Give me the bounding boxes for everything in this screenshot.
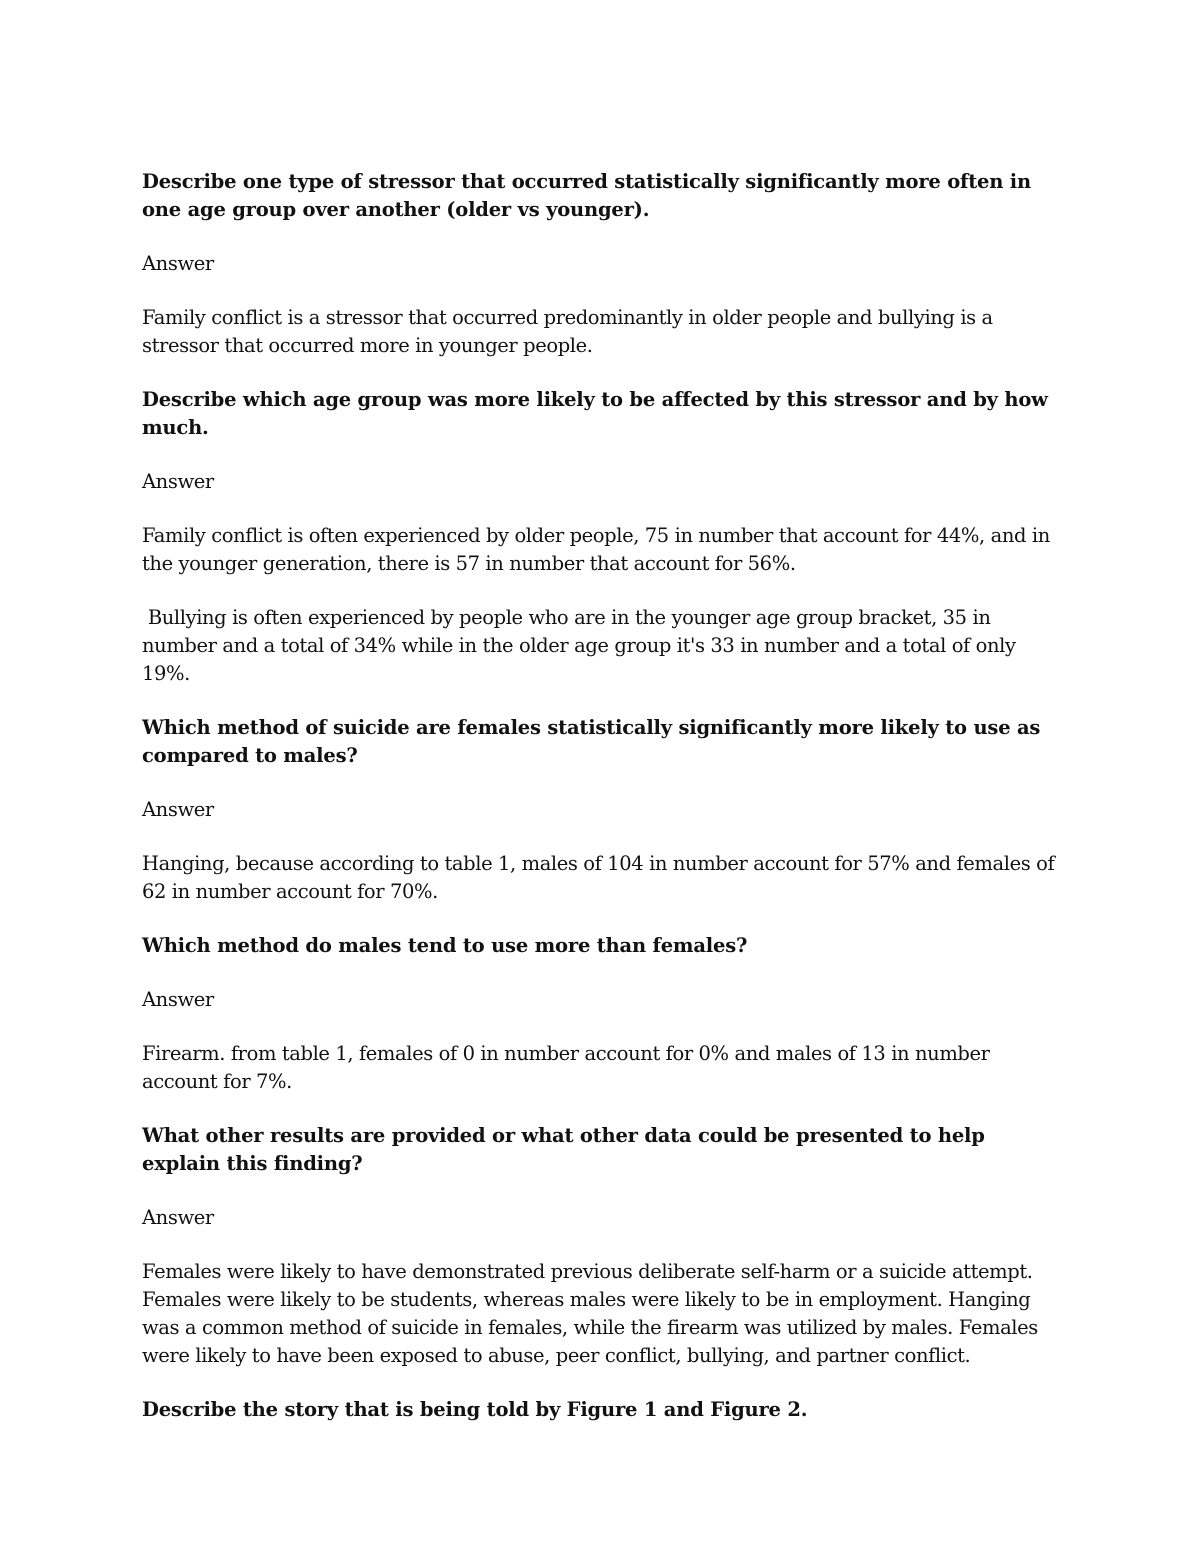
answer-5-paragraph-1: Females were likely to have demonstrated previous deliberate self-harm or a suicide attempt. Females were likely to be students, whereas males were likely to be in employment. Hanging was a common method of suicide in females, while the firearm was utilized by males. Females were likely to have been exposed to abuse, peer conflict, bullying, and partner conflict.: [142, 1260, 1038, 1367]
answer-1-paragraph-1: Family conflict is a stressor that occurred predominantly in older people and bullying is a stressor that occurred more in younger people.: [142, 306, 993, 357]
question-6: Describe the story that is being told by Figure 1 and Figure 2.: [142, 1398, 808, 1421]
question-1: Describe one type of stressor that occurred statistically significantly more often in one age group over another (older vs younger).: [142, 170, 1031, 221]
answer-2-paragraph-2: Bullying is often experienced by people who are in the younger age group bracket, 35 in number and a total of 34% while in the older age group it's 33 in number and a total of only 19%.: [142, 606, 1022, 685]
question-2: Describe which age group was more likely to be affected by this stressor and by how much.: [142, 388, 1048, 439]
answer-label-2: Answer: [142, 470, 214, 493]
answer-label-1: Answer: [142, 252, 214, 275]
question-3: Which method of suicide are females statistically significantly more likely to use as compared to males?: [142, 716, 1041, 767]
answer-3-paragraph-1: Hanging, because according to table 1, males of 104 in number account for 57% and females of 62 in number account for 70%.: [142, 852, 1055, 903]
answer-label-3: Answer: [142, 798, 214, 821]
answer-label-4: Answer: [142, 988, 214, 1011]
document-page: [142, 168, 1064, 1424]
answer-2-paragraph-1: Family conflict is often experienced by older people, 75 in number that account for 44%, and in the younger generation, there is 57 in number that account for 56%.: [142, 524, 1050, 575]
answer-label-5: Answer: [142, 1206, 214, 1229]
question-5: What other results are provided or what other data could be presented to help explain this finding?: [142, 1124, 985, 1175]
answer-4-paragraph-1: Firearm. from table 1, females of 0 in number account for 0% and males of 13 in number account for 7%.: [142, 1042, 990, 1093]
question-4: Which method do males tend to use more than females?: [142, 934, 748, 957]
